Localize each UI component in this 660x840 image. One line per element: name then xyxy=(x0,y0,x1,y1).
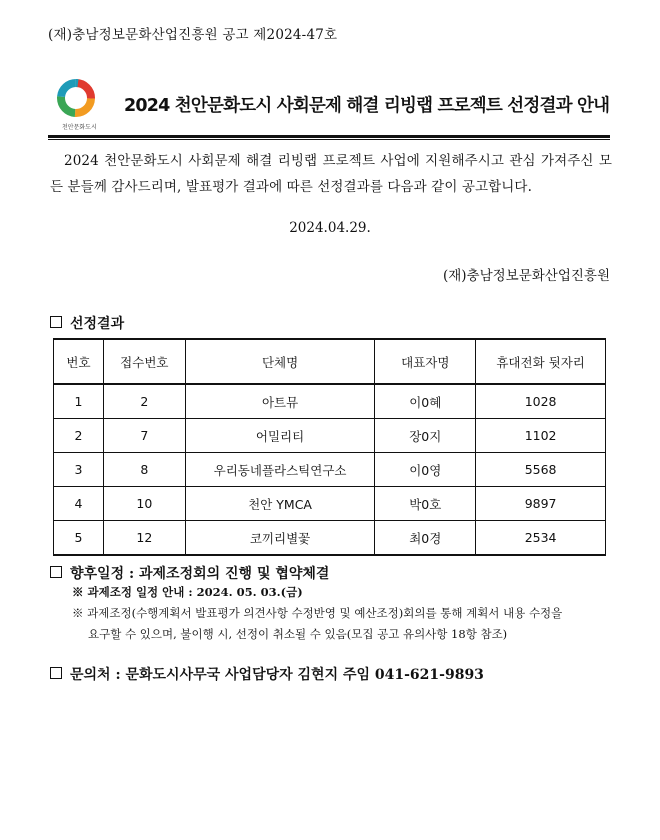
cell-number: 4 xyxy=(54,487,104,521)
cell-number: 5 xyxy=(54,521,104,556)
section-results-title: 선정결과 xyxy=(70,316,125,332)
cell-phone: 2534 xyxy=(476,521,606,556)
checkbox-bullet-icon xyxy=(50,316,62,328)
cell-group: 코끼리별꽃 xyxy=(185,521,375,556)
cell-receipt: 12 xyxy=(103,521,185,556)
table-row xyxy=(54,487,606,521)
cheonan-culture-city-logo-icon xyxy=(56,78,112,134)
notice-number: (재)충남정보문화산업진흥원 공고 제2024-47호 xyxy=(48,27,338,43)
cell-group: 천안 YMCA xyxy=(185,487,375,521)
contact-info: 문의처 : 문화도시사무국 사업담당자 김현지 주임 041-621-9893 xyxy=(70,667,484,683)
cell-receipt: 8 xyxy=(103,453,185,487)
cell-phone: 5568 xyxy=(476,453,606,487)
cell-phone: 1028 xyxy=(476,384,606,419)
schedule-note: ※ 과제조정 일정 안내 : 2024. 05. 03.(금) xyxy=(72,585,303,599)
page-title: 2024 천안문화도시 사회문제 해결 리빙랩 프로젝트 선정결과 안내 xyxy=(124,96,610,116)
cell-group: 어밀리티 xyxy=(185,419,375,453)
table-row xyxy=(54,419,606,453)
title-divider-thin xyxy=(48,139,610,140)
cell-group: 아트뮤 xyxy=(185,384,375,419)
col-header-receipt: 접수번호 xyxy=(103,339,185,384)
checkbox-bullet-icon xyxy=(50,566,62,578)
cell-group: 우리동네플라스틱연구소 xyxy=(185,453,375,487)
title-banner xyxy=(48,72,610,134)
table-row xyxy=(54,521,606,556)
notice-date: 2024.04.29. xyxy=(289,220,371,236)
cell-number: 3 xyxy=(54,453,104,487)
cell-receipt: 7 xyxy=(103,419,185,453)
checkbox-bullet-icon xyxy=(50,667,62,679)
adjustment-note xyxy=(72,603,612,645)
cell-representative: 박0호 xyxy=(375,487,476,521)
cell-representative: 이0영 xyxy=(375,453,476,487)
title-divider xyxy=(48,135,610,138)
col-header-number: 번호 xyxy=(54,339,104,384)
adjustment-note-line2: 요구할 수 있으며, 불이행 시, 선정이 취소될 수 있음(모집 공고 유의사항 18항 참조) xyxy=(88,627,508,641)
table-row xyxy=(54,384,606,419)
cell-number: 2 xyxy=(54,419,104,453)
cell-receipt: 10 xyxy=(103,487,185,521)
issuing-organization: (재)충남정보문화산업진흥원 xyxy=(442,268,610,284)
cell-number: 1 xyxy=(54,384,104,419)
cell-phone: 1102 xyxy=(476,419,606,453)
cell-representative: 최0경 xyxy=(375,521,476,556)
section-contact-heading xyxy=(50,664,484,684)
col-header-phone: 휴대전화 뒷자리 xyxy=(476,339,606,384)
intro-paragraph: 2024 천안문화도시 사회문제 해결 리빙랩 프로젝트 사업에 지원해주시고 관심 가져주신 모든 분들께 감사드리며, 발표평가 결과에 따른 선정결과를 다음과 같이 공고합니다. xyxy=(50,153,612,195)
cell-representative: 장0지 xyxy=(375,419,476,453)
section-schedule-heading xyxy=(50,563,329,583)
col-header-group: 단체명 xyxy=(185,339,375,384)
adjustment-note-line1: ※ 과제조정(수행계획서 발표평가 의견사항 수정반영 및 예산조정)회의를 통해 계획서 내용 수정을 xyxy=(72,606,563,620)
section-results-heading xyxy=(50,313,124,333)
table-row xyxy=(54,453,606,487)
table-header-row xyxy=(54,339,606,384)
cell-representative: 이0혜 xyxy=(375,384,476,419)
col-header-representative: 대표자명 xyxy=(375,339,476,384)
results-table xyxy=(53,338,606,556)
logo-caption: 천안문화도시 xyxy=(62,124,97,131)
section-schedule-title: 향후일정 : 과제조정회의 진행 및 협약체결 xyxy=(70,566,330,582)
cell-receipt: 2 xyxy=(103,384,185,419)
cell-phone: 9897 xyxy=(476,487,606,521)
